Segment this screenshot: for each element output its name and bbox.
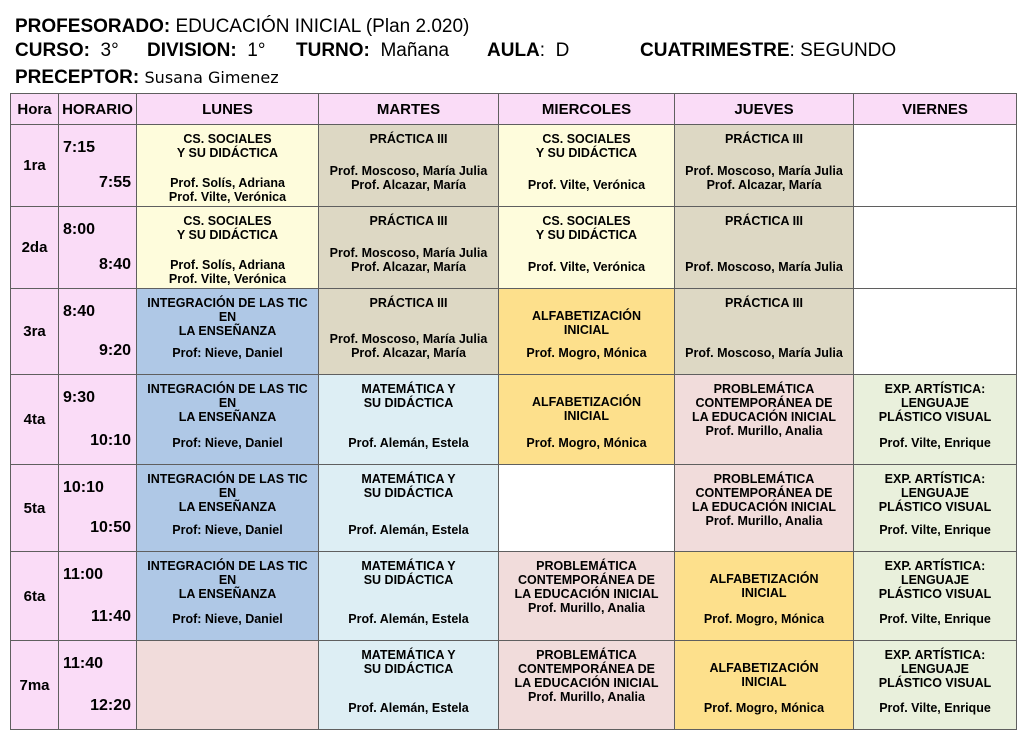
subject-name (501, 132, 672, 160)
professor-name: Prof. Vilte, Verónica (168, 272, 287, 286)
subject-name (677, 132, 851, 146)
class-cell-miercoles (499, 125, 675, 207)
professor-names (856, 436, 1014, 450)
professor-name: Prof: Nieve, Daniel (172, 346, 283, 360)
subject-line: CS. SOCIALES (183, 132, 272, 146)
subject-line: MATEMÁTICA Y (361, 382, 456, 396)
subject-line: PROBLEMÁTICA (713, 382, 815, 396)
subject-name (856, 382, 1014, 424)
professor-name: Prof. Alemán, Estela (348, 523, 469, 537)
subject-line: ALFABETIZACIÓN (709, 572, 819, 586)
schedule-row (11, 641, 1017, 730)
subject-line: PRÁCTICA III (724, 214, 803, 228)
end-time: 8:40 (98, 256, 131, 273)
class-cell-jueves (675, 465, 854, 552)
aula-info: AULA: D (487, 40, 570, 61)
professor-names (677, 612, 851, 626)
subject-name (321, 648, 496, 676)
class-cell-martes (319, 465, 499, 552)
professor-names (677, 701, 851, 715)
subject-line: SU DIDÁCTICA (363, 396, 454, 410)
subject-line: PROBLEMÁTICA (713, 472, 815, 486)
class-cell-miercoles (499, 641, 675, 730)
cuatrimestre-info: CUATRIMESTRE: SEGUNDO (640, 40, 897, 61)
start-time: 7:15 (63, 139, 96, 156)
class-cell-martes (319, 207, 499, 289)
professor-names (501, 178, 672, 192)
class-cell-miercoles (499, 207, 675, 289)
subject-line: CS. SOCIALES (542, 132, 631, 146)
subject-name (321, 559, 496, 587)
professor-names (321, 164, 496, 192)
schedule-row (11, 465, 1017, 552)
subject-name (501, 309, 672, 337)
professor-names (677, 346, 851, 360)
division-label: DIVISION: (147, 40, 237, 61)
professor-name: Prof: Nieve, Daniel (172, 523, 283, 537)
subject-line: LENGUAJE (900, 662, 970, 676)
professor-name: Prof. Vilte, Verónica (168, 190, 287, 204)
professor-name: Prof. Solís, Adriana (170, 176, 285, 190)
subject-name (321, 214, 496, 228)
class-cell-lunes (137, 289, 319, 375)
subject-name (139, 472, 316, 514)
class-cell-lunes (137, 207, 319, 289)
subject-line: PROBLEMÁTICA (536, 648, 637, 662)
professor-name: Prof. Vilte, Verónica (527, 178, 646, 192)
preceptor-line (15, 66, 279, 90)
class-cell-jueves (675, 375, 854, 465)
subject-name (139, 214, 316, 242)
professor-name: Prof. Moscoso, María Julia (685, 260, 843, 274)
hora-cell: 1ra (11, 125, 59, 207)
subject-line: INICIAL (563, 323, 610, 337)
start-time: 8:00 (63, 221, 96, 238)
subject-name (677, 296, 851, 310)
subject-line: PLÁSTICO VISUAL (878, 587, 992, 601)
turno-label: TURNO: (296, 40, 370, 61)
horario-cell (59, 289, 137, 375)
curso-value: 3° (100, 40, 119, 61)
horario-cell (59, 641, 137, 730)
professor-name: Prof. Mogro, Mónica (526, 436, 647, 450)
hora-cell: 5ta (11, 465, 59, 552)
curso-label: CURSO: (15, 40, 90, 61)
professor-name: Prof. Mogro, Mónica (703, 701, 825, 715)
professor-names (856, 523, 1014, 537)
horario-cell (59, 552, 137, 641)
col-header-miercoles: MIERCOLES (499, 94, 675, 125)
subject-line: SU DIDÁCTICA (363, 486, 454, 500)
professor-name: Prof. Vilte, Enrique (879, 612, 991, 626)
subject-name (856, 648, 1014, 690)
subject-line: MATEMÁTICA Y (361, 472, 456, 486)
class-cell-martes (319, 641, 499, 730)
subject-line: Prof. Murillo, Analia (528, 601, 645, 615)
subject-line: CONTEMPORÁNEA DE (695, 396, 833, 410)
subject-line: INTEGRACIÓN DE LAS TIC EN (147, 472, 308, 500)
subject-line: Prof. Murillo, Analia (528, 690, 645, 704)
subject-line: MATEMÁTICA Y (361, 648, 456, 662)
subject-line: Y SU DIDÁCTICA (535, 228, 638, 242)
class-cell-martes (319, 375, 499, 465)
class-cell-martes (319, 552, 499, 641)
professor-name: Prof. Vilte, Verónica (527, 260, 646, 274)
cuatrimestre-label: CUATRIMESTRE (640, 40, 790, 61)
start-time: 8:40 (63, 303, 96, 320)
subject-name (139, 296, 316, 338)
subject-line: INTEGRACIÓN DE LAS TIC EN (147, 559, 308, 587)
end-time: 9:20 (98, 342, 131, 359)
class-cell-jueves (675, 641, 854, 730)
professor-name: Prof. Alcazar, María (351, 346, 466, 360)
professor-name: Prof. Vilte, Enrique (879, 523, 991, 537)
col-header-hora: Hora (11, 94, 59, 125)
curso-info (15, 39, 119, 63)
professor-names (321, 701, 496, 715)
subject-line: INTEGRACIÓN DE LAS TIC EN (147, 296, 308, 324)
subject-name (677, 661, 851, 689)
subject-line: PROBLEMÁTICA (536, 559, 637, 573)
professor-name: Prof. Alcazar, María (351, 260, 466, 274)
class-cell-viernes (854, 125, 1017, 207)
subject-line: PLÁSTICO VISUAL (878, 500, 992, 514)
aula-value: D (555, 40, 570, 61)
subject-name (321, 296, 496, 310)
subject-line: CONTEMPORÁNEA DE (695, 486, 833, 500)
professor-names (321, 436, 496, 450)
hora-cell: 4ta (11, 375, 59, 465)
turno-value: Mañana (380, 40, 450, 61)
class-cell-lunes (137, 375, 319, 465)
class-cell-lunes (137, 552, 319, 641)
professor-name: Prof. Mogro, Mónica (526, 346, 647, 360)
subject-name (677, 472, 851, 528)
division-value: 1° (247, 40, 266, 61)
subject-line: PRÁCTICA III (369, 132, 448, 146)
professor-name: Prof: Nieve, Daniel (172, 612, 283, 626)
subject-name (501, 395, 672, 423)
class-cell-miercoles (499, 289, 675, 375)
aula-label: AULA (487, 40, 540, 61)
subject-line: INICIAL (563, 409, 610, 423)
professor-name: Prof. Moscoso, María Julia (329, 246, 488, 260)
horario-cell (59, 375, 137, 465)
turno-info (296, 39, 449, 63)
professor-names (321, 246, 496, 274)
profesorado-value: EDUCACIÓN INICIAL (Plan 2.020) (175, 16, 470, 37)
subject-line: EXP. ARTÍSTICA: (884, 559, 986, 573)
end-time: 7:55 (98, 174, 131, 191)
subject-name (677, 214, 851, 228)
class-cell-martes (319, 125, 499, 207)
end-time: 10:50 (90, 519, 131, 536)
subject-line: EXP. ARTÍSTICA: (884, 472, 986, 486)
professor-name: Prof. Vilte, Enrique (879, 436, 991, 450)
subject-line: INICIAL (741, 675, 787, 689)
horario-cell (59, 207, 137, 289)
header-row (11, 94, 1017, 125)
professor-names (321, 612, 496, 626)
division-info (147, 39, 265, 63)
professor-names (501, 346, 672, 360)
col-header-viernes: VIERNES (854, 94, 1017, 125)
horario-cell (59, 125, 137, 207)
hora-cell: 7ma (11, 641, 59, 730)
subject-line: PLÁSTICO VISUAL (878, 410, 992, 424)
start-time: 10:10 (63, 479, 104, 496)
hora-cell: 3ra (11, 289, 59, 375)
professor-names (677, 164, 851, 192)
profesorado-line (15, 15, 469, 39)
professor-names (321, 523, 496, 537)
subject-name (856, 472, 1014, 514)
professor-names (139, 436, 316, 450)
professor-names (139, 523, 316, 537)
class-cell-lunes (137, 641, 319, 730)
professor-name: Prof. Moscoso, María Julia (685, 346, 843, 360)
subject-line: ALFABETIZACIÓN (709, 661, 819, 675)
subject-line: MATEMÁTICA Y (361, 559, 456, 573)
class-cell-martes (319, 289, 499, 375)
subject-line: LA EDUCACIÓN INICIAL (514, 587, 659, 601)
class-cell-viernes (854, 289, 1017, 375)
class-cell-miercoles (499, 552, 675, 641)
subject-line: PRÁCTICA III (724, 132, 803, 146)
subject-name (139, 559, 316, 601)
subject-line: LA EDUCACIÓN INICIAL (692, 410, 836, 424)
professor-names (139, 346, 316, 360)
subject-name (501, 559, 672, 615)
subject-line: PRÁCTICA III (369, 296, 448, 310)
professor-name: Prof. Alemán, Estela (348, 436, 469, 450)
professor-name: Prof. Solís, Adriana (170, 258, 285, 272)
subject-line: INTEGRACIÓN DE LAS TIC EN (147, 382, 308, 410)
class-cell-jueves (675, 552, 854, 641)
professor-names (139, 258, 316, 286)
professor-name: Prof. Moscoso, María Julia (329, 332, 488, 346)
subject-line: LENGUAJE (900, 486, 970, 500)
cuatrimestre-value: SEGUNDO (800, 40, 897, 61)
schedule-row (11, 552, 1017, 641)
subject-name (677, 382, 851, 438)
professor-name: Prof. Mogro, Mónica (703, 612, 825, 626)
schedule-row (11, 125, 1017, 207)
professor-name: Prof. Moscoso, María Julia (685, 164, 843, 178)
horario-cell (59, 465, 137, 552)
end-time: 10:10 (90, 432, 131, 449)
subject-name (321, 132, 496, 146)
subject-line: EXP. ARTÍSTICA: (884, 648, 986, 662)
schedule-row (11, 375, 1017, 465)
subject-name (139, 382, 316, 424)
subject-line: PRÁCTICA III (724, 296, 803, 310)
subject-line: LA ENSEÑANZA (178, 587, 277, 601)
subject-name (501, 214, 672, 242)
professor-name: Prof. Alemán, Estela (348, 612, 469, 626)
subject-line: SU DIDÁCTICA (363, 573, 454, 587)
professor-names (139, 176, 316, 204)
professor-names (856, 612, 1014, 626)
subject-name (139, 132, 316, 160)
schedule-row (11, 289, 1017, 375)
col-header-jueves: JUEVES (675, 94, 854, 125)
subject-line: LA ENSEÑANZA (178, 500, 277, 514)
subject-line: CONTEMPORÁNEA DE (517, 662, 656, 676)
subject-line: CS. SOCIALES (183, 214, 272, 228)
class-cell-viernes (854, 375, 1017, 465)
class-cell-viernes (854, 641, 1017, 730)
end-time: 11:40 (90, 608, 131, 625)
subject-line: CS. SOCIALES (542, 214, 631, 228)
subject-name (856, 559, 1014, 601)
preceptor-value: Susana Gimenez (144, 68, 279, 87)
col-header-lunes: LUNES (137, 94, 319, 125)
subject-line: Y SU DIDÁCTICA (176, 146, 279, 160)
profesorado-label: PROFESORADO: (15, 16, 171, 37)
subject-line: LA ENSEÑANZA (178, 324, 277, 338)
subject-line: SU DIDÁCTICA (363, 662, 454, 676)
professor-name: Prof. Alcazar, María (706, 178, 822, 192)
class-cell-jueves (675, 289, 854, 375)
subject-name (321, 472, 496, 500)
class-cell-viernes (854, 465, 1017, 552)
subject-line: Prof. Murillo, Analia (705, 514, 823, 528)
subject-line: INICIAL (741, 586, 787, 600)
professor-name: Prof. Moscoso, María Julia (329, 164, 488, 178)
class-cell-viernes (854, 207, 1017, 289)
start-time: 9:30 (63, 389, 96, 406)
class-cell-lunes (137, 125, 319, 207)
class-cell-jueves (675, 207, 854, 289)
subject-line: PLÁSTICO VISUAL (878, 676, 992, 690)
class-cell-miercoles (499, 465, 675, 552)
start-time: 11:40 (63, 655, 104, 672)
class-cell-viernes (854, 552, 1017, 641)
hora-cell: 2da (11, 207, 59, 289)
subject-line: CONTEMPORÁNEA DE (517, 573, 656, 587)
subject-line: ALFABETIZACIÓN (531, 395, 642, 409)
subject-line: Prof. Murillo, Analia (705, 424, 823, 438)
subject-name (501, 648, 672, 704)
professor-names (321, 332, 496, 360)
schedule-row (11, 207, 1017, 289)
professor-names (501, 260, 672, 274)
subject-line: ALFABETIZACIÓN (531, 309, 642, 323)
professor-name: Prof. Alcazar, María (351, 178, 466, 192)
professor-name: Prof. Vilte, Enrique (879, 701, 991, 715)
subject-line: Y SU DIDÁCTICA (535, 146, 638, 160)
preceptor-label: PRECEPTOR: (15, 67, 140, 88)
hora-cell: 6ta (11, 552, 59, 641)
subject-line: LA EDUCACIÓN INICIAL (692, 500, 836, 514)
subject-line: LENGUAJE (900, 573, 970, 587)
subject-line: EXP. ARTÍSTICA: (884, 382, 986, 396)
start-time: 11:00 (63, 566, 104, 583)
subject-line: PRÁCTICA III (369, 214, 448, 228)
end-time: 12:20 (90, 697, 131, 714)
professor-names (139, 612, 316, 626)
class-cell-jueves (675, 125, 854, 207)
professor-name: Prof: Nieve, Daniel (172, 436, 283, 450)
class-cell-miercoles (499, 375, 675, 465)
subject-line: LENGUAJE (900, 396, 970, 410)
professor-name: Prof. Alemán, Estela (348, 701, 469, 715)
subject-name (677, 572, 851, 600)
professor-names (501, 436, 672, 450)
schedule-table (10, 93, 1017, 730)
col-header-martes: MARTES (319, 94, 499, 125)
col-header-horario: HORARIO (59, 94, 137, 125)
subject-name (321, 382, 496, 410)
subject-line: LA ENSEÑANZA (178, 410, 277, 424)
class-cell-lunes (137, 465, 319, 552)
subject-line: LA EDUCACIÓN INICIAL (514, 676, 659, 690)
professor-names (856, 701, 1014, 715)
professor-names (677, 260, 851, 274)
subject-line: Y SU DIDÁCTICA (176, 228, 279, 242)
